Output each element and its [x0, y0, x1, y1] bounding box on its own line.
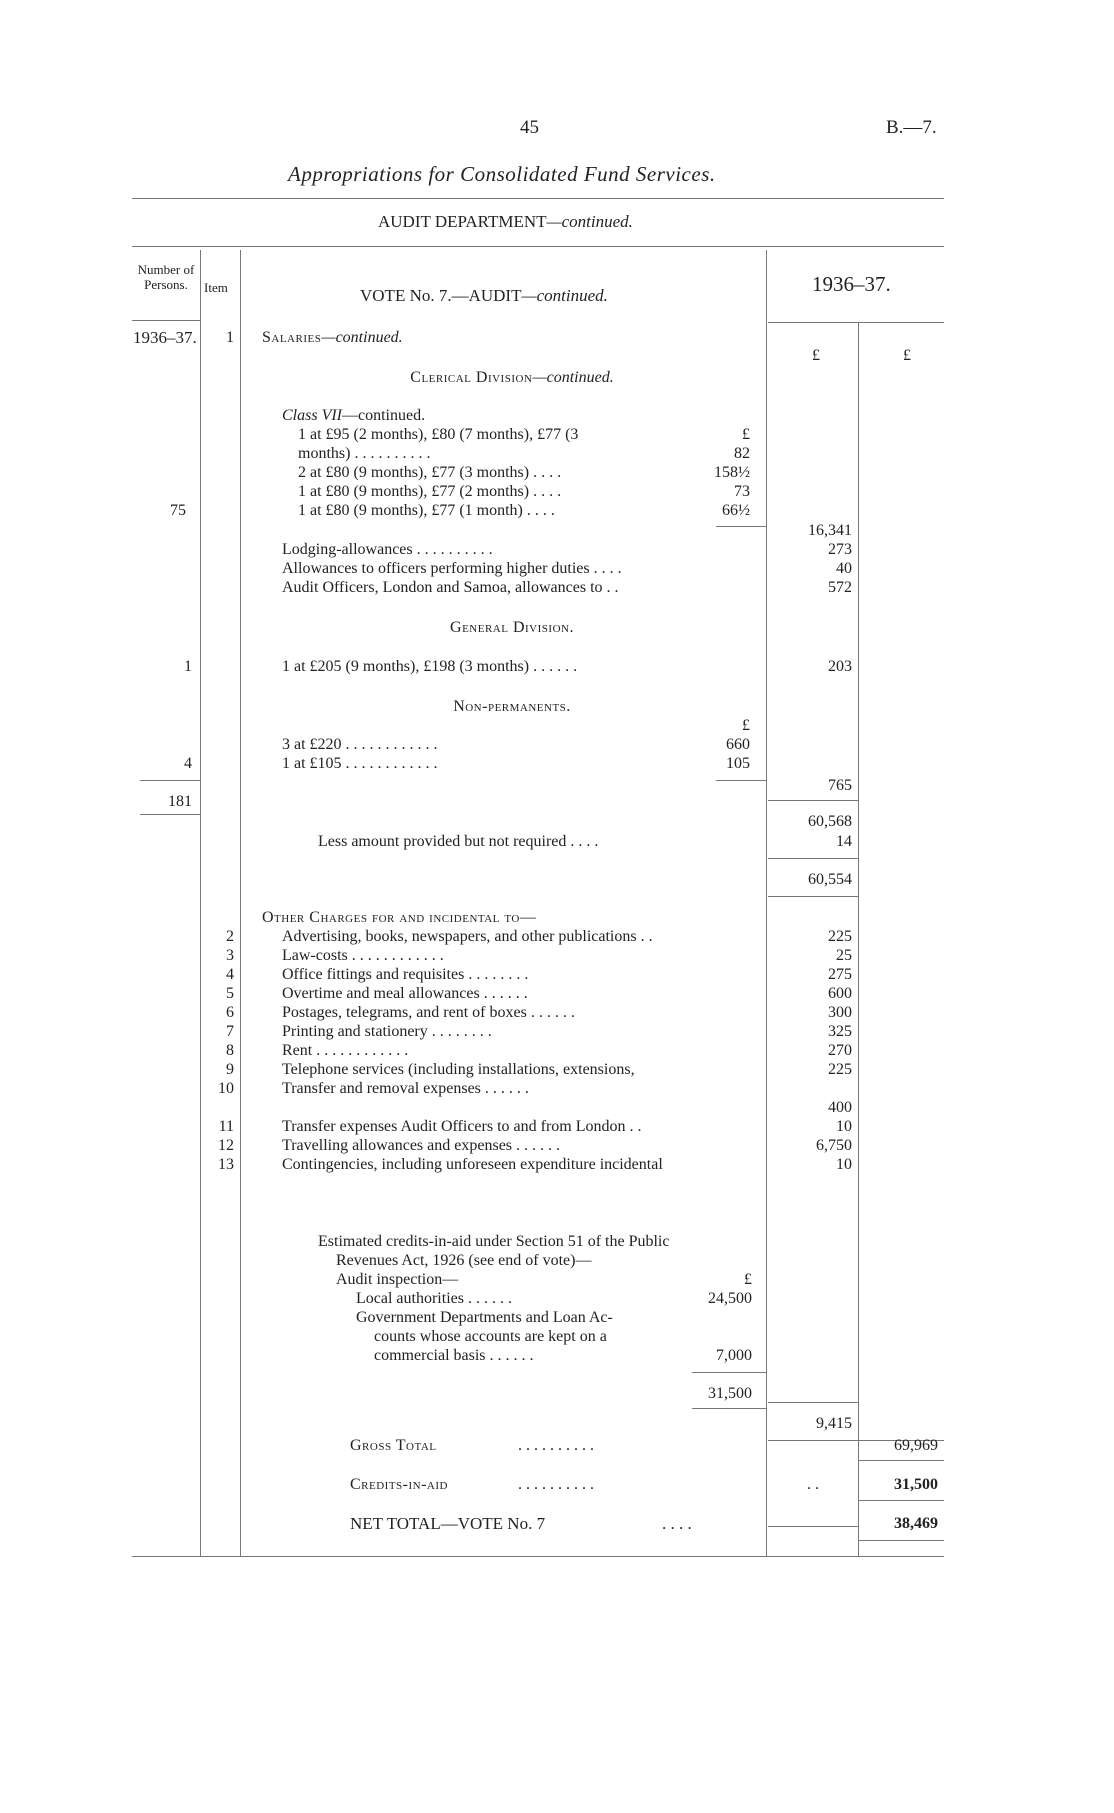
page-title: Appropriations for Consolidated Fund Services.	[288, 162, 716, 186]
oc-item-number: 4	[226, 966, 234, 983]
salaries-net: 60,554	[808, 871, 852, 888]
nonperm-value-1: 660	[726, 736, 750, 753]
document-code: B.—7.	[886, 117, 937, 138]
class-value-4: 66½	[722, 502, 750, 519]
net-total-row: NET TOTAL—VOTE No. 7 . . . .	[350, 1514, 692, 1533]
class-value-2: 158½	[714, 464, 750, 481]
pound-sign-2: £	[903, 347, 911, 364]
nonperm-persons: 4	[184, 755, 192, 772]
class-line-1a: 1 at £95 (2 months), £80 (7 months), £77 (3	[298, 426, 579, 443]
class-line-3: 1 at £80 (9 months), £77 (2 months) . . . .	[298, 483, 562, 500]
allowance-label-3: Audit Officers, London and Samoa, allowances to . .	[282, 579, 619, 596]
oc-item-value: 6,750	[816, 1137, 852, 1154]
less-value: 14	[836, 833, 852, 850]
oc-item-number: 9	[226, 1061, 234, 1078]
oc-item-label: Telephone services (including installations, extensions,	[282, 1061, 635, 1078]
oc-item-label: Travelling allowances and expenses . . . . . .	[282, 1137, 561, 1154]
oc-item-label: Transfer expenses Audit Officers to and from London . .	[282, 1118, 642, 1135]
other-charges-total: 9,415	[816, 1415, 852, 1432]
salaries-item-number: 1	[226, 329, 234, 346]
oc-item-number: 8	[226, 1042, 234, 1059]
allowance-value-3: 572	[828, 579, 852, 596]
allowance-label-1: Lodging-allowances . . . . . . . . . .	[282, 541, 493, 558]
net-total-value: 38,469	[894, 1515, 938, 1532]
oc-item-value: 325	[828, 1023, 852, 1040]
oc-item-value: 10	[836, 1118, 852, 1135]
persons-year: 1936–37.	[133, 328, 197, 347]
govt-departments-line-3: commercial basis . . . . . .	[374, 1347, 534, 1364]
class-line-1b: months) . . . . . . . . . .	[298, 445, 431, 462]
nonpermanents-heading: Non-permanents.	[453, 698, 571, 715]
nonperm-pound-sign: £	[742, 717, 750, 734]
department-heading: AUDIT DEPARTMENT—continued.	[378, 212, 633, 231]
class-subtotal: 16,341	[808, 522, 852, 539]
credits-in-aid-value: 31,500	[894, 1476, 938, 1493]
oc-item-number: 10	[218, 1080, 234, 1097]
salaries-heading: Salaries—continued.	[262, 329, 403, 346]
oc-item-value: 275	[828, 966, 852, 983]
oc-item-value: 400	[828, 1099, 852, 1116]
oc-item-number: 12	[218, 1137, 234, 1154]
oc-item-label: Transfer and removal expenses . . . . . .	[282, 1080, 529, 1097]
persons-column-header: Number of Persons.	[137, 262, 195, 292]
less-label: Less amount provided but not required . . . .	[318, 833, 599, 850]
general-division-heading: General Division.	[450, 619, 574, 636]
local-authorities-value: 24,500	[708, 1290, 752, 1307]
class-line-4: 1 at £80 (9 months), £77 (1 month) . . . .	[298, 502, 555, 519]
total-persons: 181	[168, 793, 192, 810]
vote-column-header: VOTE No. 7.—AUDIT—continued.	[360, 286, 608, 305]
oc-item-number: 3	[226, 947, 234, 964]
audit-inspection-label: Audit inspection—	[336, 1271, 459, 1288]
general-line: 1 at £205 (9 months), £198 (3 months) . . . . . .	[282, 658, 578, 675]
oc-item-label: Advertising, books, newspapers, and other publications . .	[282, 928, 653, 945]
oc-item-value: 270	[828, 1042, 852, 1059]
year-column-header: 1936–37.	[812, 272, 891, 296]
oc-item-label: Printing and stationery . . . . . . . .	[282, 1023, 492, 1040]
item-column-header: Item	[204, 280, 228, 295]
oc-item-label: Contingencies, including unforeseen expenditure incidental	[282, 1156, 663, 1173]
oc-item-number: 11	[218, 1118, 234, 1135]
oc-item-value: 10	[836, 1156, 852, 1173]
credits-pound-sign: £	[744, 1271, 752, 1288]
general-value: 203	[828, 658, 852, 675]
oc-item-label: Office fittings and requisites . . . . . . . .	[282, 966, 529, 983]
oc-item-number: 5	[226, 985, 234, 1002]
credits-intro-2: Revenues Act, 1926 (see end of vote)—	[336, 1252, 592, 1269]
class-pound-sign: £	[742, 426, 750, 443]
govt-departments-value: 7,000	[716, 1347, 752, 1364]
govt-departments-line-1: Government Departments and Loan Ac-	[356, 1309, 613, 1326]
oc-item-label: Overtime and meal allowances . . . . . .	[282, 985, 528, 1002]
allowance-label-2: Allowances to officers performing higher duties . . . .	[282, 560, 622, 577]
class-line-2: 2 at £80 (9 months), £77 (3 months) . . . .	[298, 464, 562, 481]
oc-item-number: 13	[218, 1156, 234, 1173]
credits-estimate-total: 31,500	[708, 1385, 752, 1402]
other-charges-heading: Other Charges for and incidental to—	[262, 909, 537, 926]
oc-item-label: Rent . . . . . . . . . . . .	[282, 1042, 409, 1059]
nonperm-line-2: 1 at £105 . . . . . . . . . . . .	[282, 755, 438, 772]
nonperm-line-1: 3 at £220 . . . . . . . . . . . .	[282, 736, 438, 753]
credits-in-aid-middle: . .	[807, 1476, 819, 1493]
govt-departments-line-2: counts whose accounts are kept on a	[374, 1328, 607, 1345]
salaries-sum: 60,568	[808, 813, 852, 830]
oc-item-value: 600	[828, 985, 852, 1002]
oc-item-number: 6	[226, 1004, 234, 1021]
nonperm-value-2: 105	[726, 755, 750, 772]
pound-sign-1: £	[812, 347, 820, 364]
oc-item-number: 2	[226, 928, 234, 945]
oc-item-number: 7	[226, 1023, 234, 1040]
nonperm-total: 765	[828, 777, 852, 794]
persons-75: 75	[170, 502, 186, 519]
oc-item-label: Postages, telegrams, and rent of boxes . . . . . .	[282, 1004, 575, 1021]
local-authorities-label: Local authorities . . . . . .	[356, 1290, 512, 1307]
gross-total-value: 69,969	[894, 1437, 938, 1454]
clerical-division-heading: Clerical Division—continued.	[410, 369, 614, 386]
class-label: Class VII—continued.	[282, 407, 426, 424]
class-value-1: 82	[734, 445, 750, 462]
oc-item-value: 225	[828, 1061, 852, 1078]
oc-item-value: 225	[828, 928, 852, 945]
gross-total-row: Gross Total . . . . . . . . . .	[350, 1437, 594, 1454]
general-persons: 1	[184, 658, 192, 675]
allowance-value-1: 273	[828, 541, 852, 558]
oc-item-value: 25	[836, 947, 852, 964]
oc-item-label: Law-costs . . . . . . . . . . . .	[282, 947, 444, 964]
credits-in-aid-row: Credits-in-aid . . . . . . . . . .	[350, 1476, 594, 1493]
allowance-value-2: 40	[836, 560, 852, 577]
page-number: 45	[520, 117, 539, 138]
credits-intro-1: Estimated credits-in-aid under Section 51 of the Public	[318, 1233, 670, 1250]
class-value-3: 73	[734, 483, 750, 500]
oc-item-value: 300	[828, 1004, 852, 1021]
